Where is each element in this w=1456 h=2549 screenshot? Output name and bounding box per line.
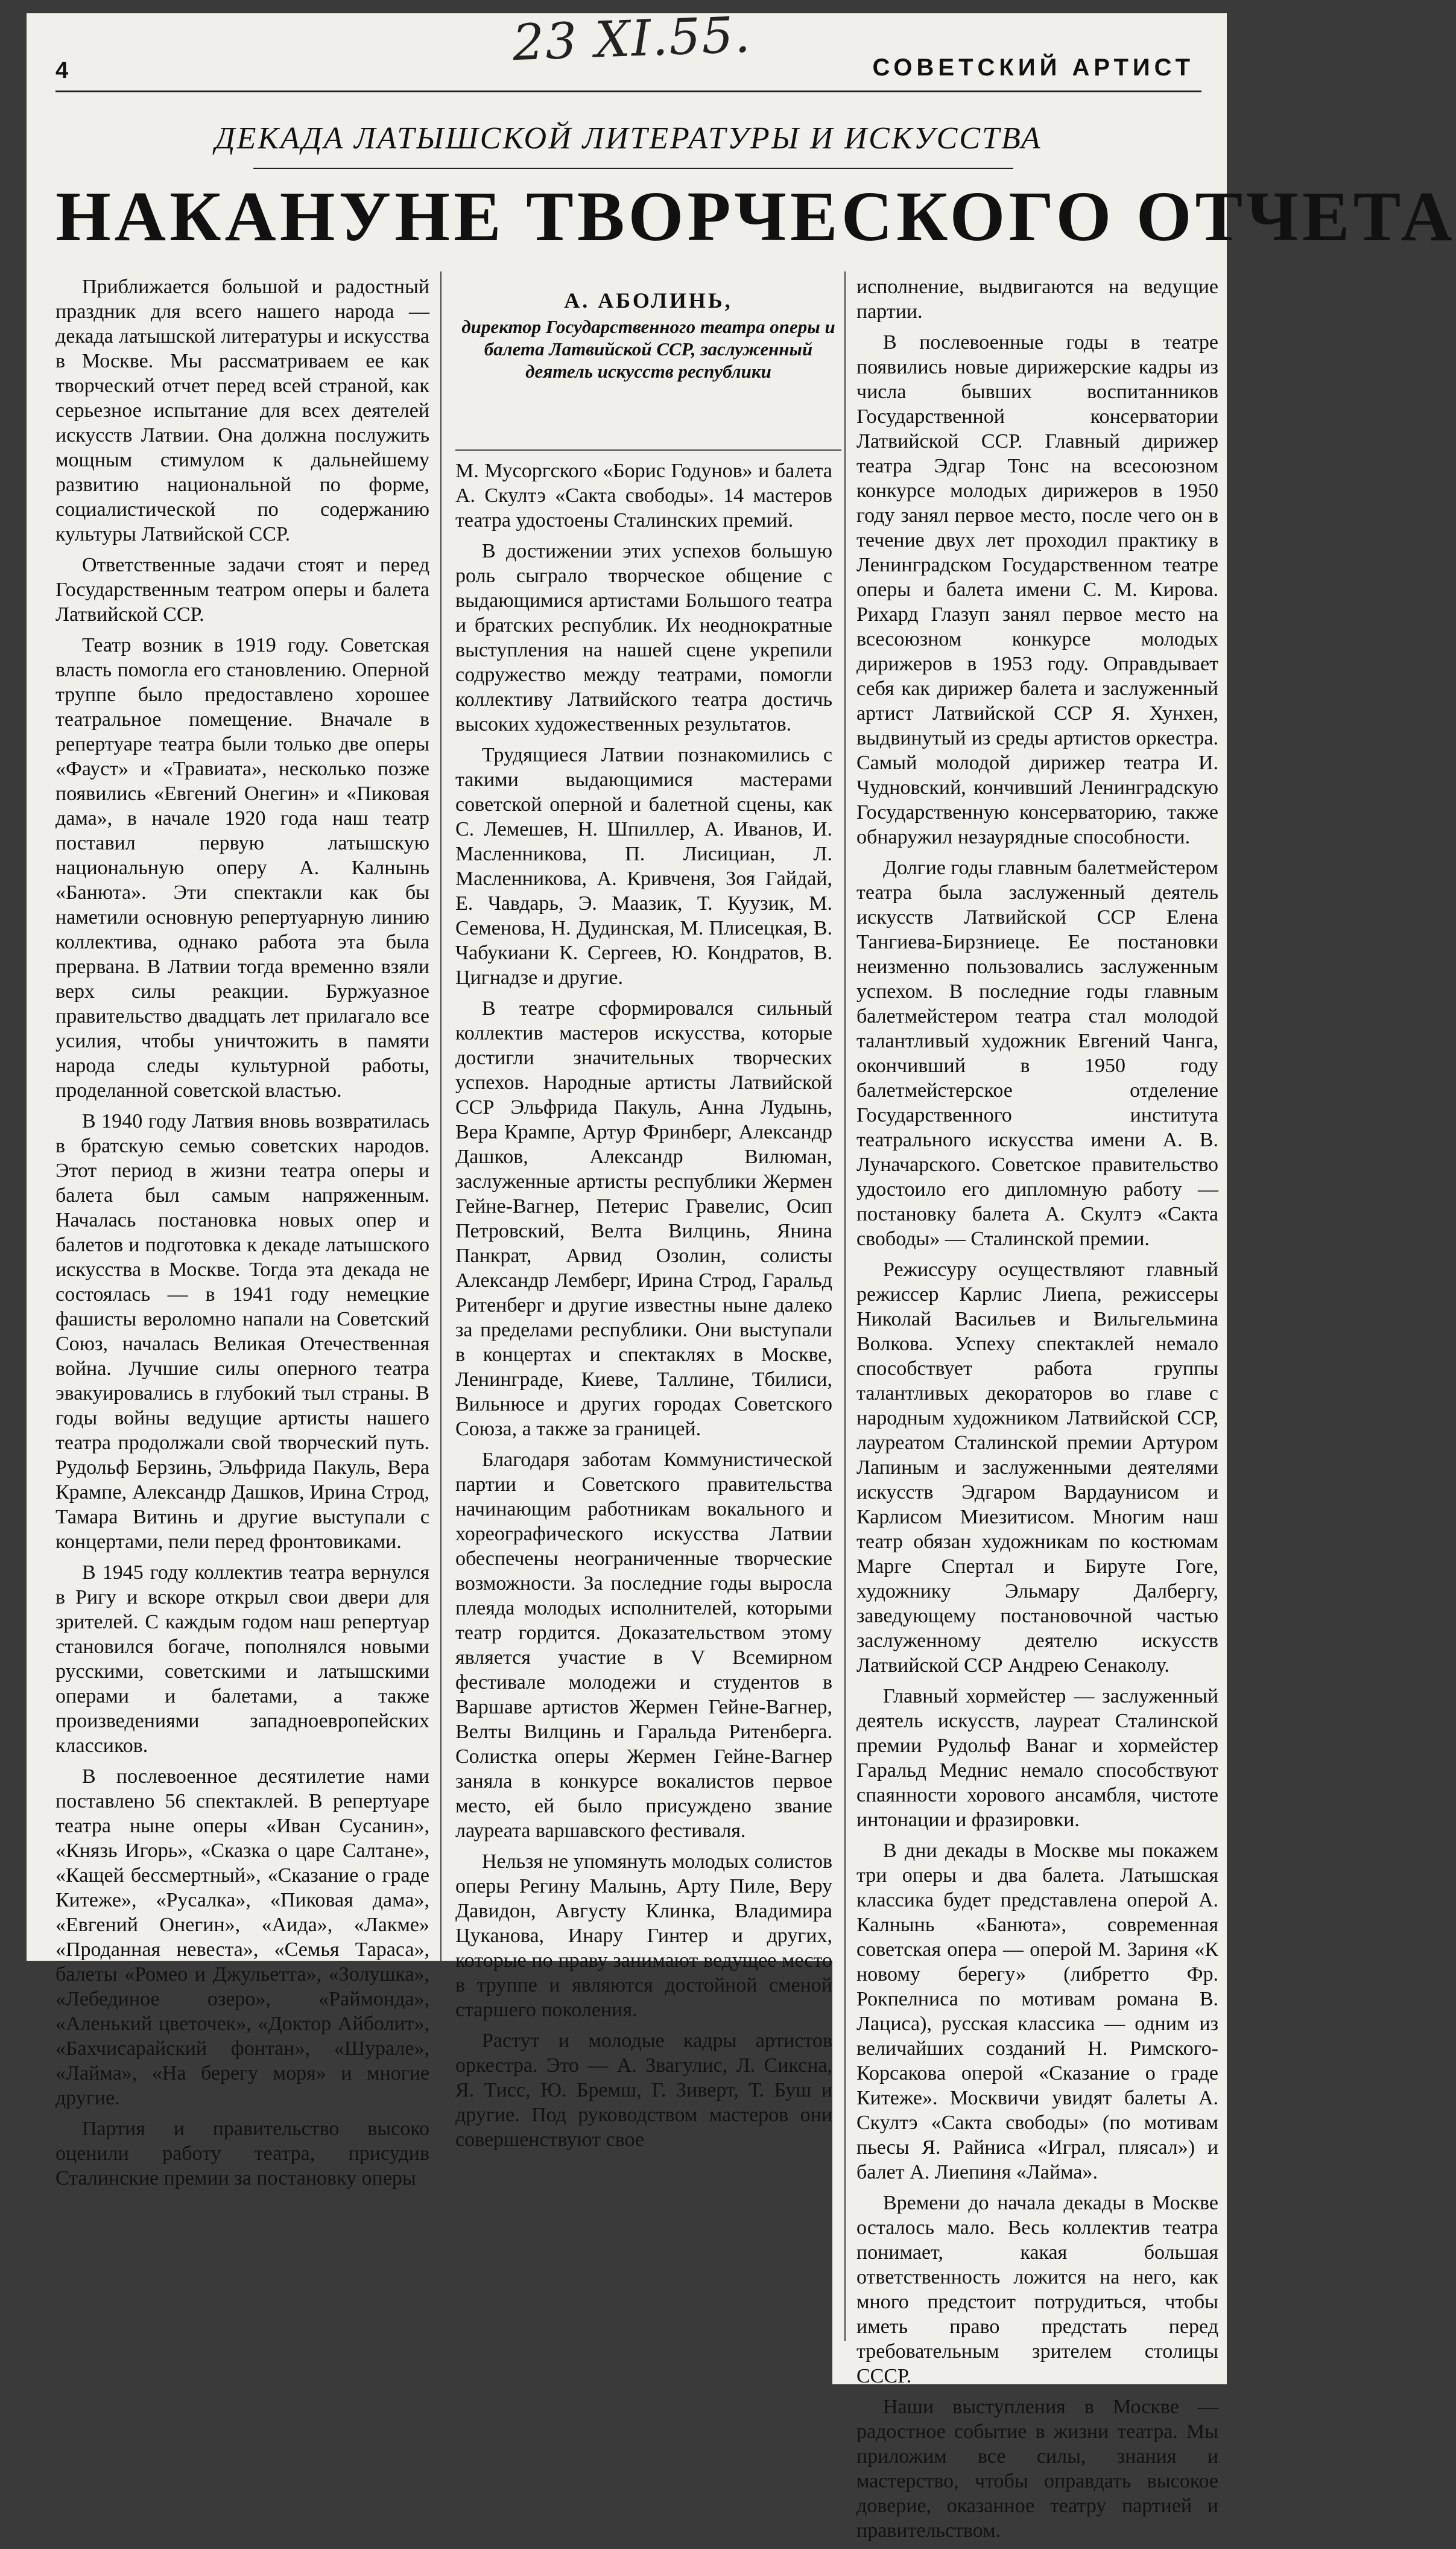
paragraph: В 1940 году Латвия вновь возвратилась в братскую семью советских народов. Этот период в жизни театра оперы и балета был самым напряженным. Началась постановка новых опер и балетов и подготовка к декаде латышского искусства в Москве. Тогда эта декада не состоялась — в 1941 году немецкие фашисты вероломно напали на Советский Союз, началась Великая Отечественная война. Лучшие силы оперного театра эвакуировались в глубокий тыл страны. В годы войны ведущие артисты нашего театра продолжали свой творческий путь. Рудольф Берзинь, Эльфрида Пакуль, Вера Крампе, Александр Дашков, Ирина Строд, Тамара Витинь и другие выступали с концертами, пели перед фронтовиками. bbox=[55, 1110, 429, 1553]
page-number: 4 bbox=[55, 58, 69, 83]
paragraph: Режиссуру осуществляют главный режиссер Карлис Лиепа, режиссеры Николай Васильев и Вильгельмина Волкова. Успеху спектаклей немало способствует работа группы талантливых декораторов во главе с народным художником Латвийской ССР, лауреатом Сталинской премии Артуром Лапиным и заслуженными деятелями искусств Эдгаром Вардаунисом и Карлисом Миезитисом. Многим наш театр обязан художникам по костюмам Марге Спертал и Бируте Гоге, художнику Эльмару Далбергу, заведующему постановочной частью заслуженному деятелю искусств Латвийской ССР Андрею Сенаколу. bbox=[856, 1259, 1218, 1677]
handwritten-date: 23 XI.55. bbox=[511, 6, 753, 72]
paragraph: Долгие годы главным балетмейстером театра была заслуженный деятель искусств Латвийской ССР Елена Тангиева-Бирзниеце. Ее постановки неизменно пользовались заслуженным успехом. В последние годы главным балетмейстером театра стал молодой талантливый художник Евгений Чанга, окончивший в 1950 году балетмейстерское отделение Государственного института театрального искусства имени А. В. Луначарского. Советское правительство удостоило его дипломную работу — постановку балета А. Скултэ «Сакта свободы» — Сталинской премии. bbox=[856, 857, 1218, 1250]
paragraph: Партия и правительство высоко оценили работу театра, присудив Сталинские премии за постановку оперы bbox=[55, 2118, 429, 2189]
paragraph: Нельзя не упомянуть молодых солистов оперы Регину Малынь, Арту Пиле, Веру Давидон, Августу Клинка, Владимира Цуканова, Инару Гинтер и других, которые по праву занимают ведущее место в труппе и являются достойной сменой старшего поколения. bbox=[455, 1850, 832, 2021]
paragraph: Благодаря заботам Коммунистической партии и Советского правительства начинающим работникам вокального и хореографического искусства Латвии обеспечены неограниченные творческие возможности. За последние годы выросла плеяда молодых исполнителей, которыми театр гордится. Доказательством этому является участие в V Всемирном фестивале молодежи и студентов в Варшаве артистов Жермен Гейне-Вагнер, Велты Вилцинь и Гаральда Ритенберга. Солистка оперы Жермен Гейне-Вагнер заняла в конкурсе вокалистов первое место, ей было присуждено звание лауреата варшавского фестиваля. bbox=[455, 1449, 832, 1842]
paragraph: В достижении этих успехов большую роль сыграло творческое общение с выдающимися артистами Большого театра и братских республик. Их неоднократные выступления на нашей сцене укрепили содружество между театрами, помогли коллективу Латвийского театра достичь высоких художественных результатов. bbox=[455, 540, 832, 735]
byline-rule bbox=[455, 449, 841, 451]
paragraph: Наши выступления в Москве — радостное событие в жизни театра. Мы приложим все силы, знания и мастерство, чтобы оправдать высокое доверие, оказанное театру партией и правительством. bbox=[856, 2396, 1218, 2542]
section-title: ДЕКАДА ЛАТЫШСКОЙ ЛИТЕРАТУРЫ И ИСКУССТВА bbox=[215, 121, 1042, 156]
paragraph: Главный хормейстер — заслуженный деятель искусств, лауреат Сталинской премии Рудольф Ванаг и хормейстер Гаральд Меднис немало способствуют спаянности хорового ансамбля, чистоте интонации и фразировки. bbox=[856, 1685, 1218, 1831]
byline bbox=[455, 290, 841, 383]
article-column-1 bbox=[55, 275, 429, 2197]
column-divider-1 bbox=[440, 271, 442, 1961]
column-divider-2 bbox=[844, 271, 846, 2341]
paragraph: М. Мусоргского «Борис Годунов» и балета А. Скултэ «Сакта свободы». 14 мастеров театра удостоены Сталинских премий. bbox=[455, 460, 832, 532]
section-rule bbox=[253, 168, 1013, 169]
paragraph: Растут и молодые кадры артистов оркестра. Это — А. Звагулис, Л. Сиксна, Я. Тисс, Ю. Бремш, Г. Зиверт, Т. Буш и другие. Под руководством мастеров они совершенствуют свое bbox=[455, 2030, 832, 2151]
paragraph: В послевоенные годы в театре появились новые дирижерские кадры из числа бывших воспитанников Государственной консерватории Латвийской ССР. Главный дирижер театра Эдгар Тонс на всесоюзном конкурсе молодых дирижеров в 1950 году занял первое место, после чего он в течение двух лет проходил практику в Ленинградском Государственном театре оперы и балета имени С. М. Кирова. Рихард Глазуп занял первое место на всесоюзном конкурсе молодых дирижеров в 1953 году. Оправдывает себя как дирижер балета и заслуженный артист Латвийской ССР Я. Хунхен, выдвинутый из среды артистов оркестра. Самый молодой дирижер театра И. Чудновский, кончивший Ленинградскую Государственную консерваторию, также обнаружил незаурядные способности. bbox=[856, 331, 1218, 848]
paragraph: Времени до начала декады в Москве осталось мало. Весь коллектив театра понимает, какая большая ответственность ложится на него, как много предстоит потрудиться, чтобы иметь право предстать перед требовательным зрителем столицы СССР. bbox=[856, 2192, 1218, 2387]
paragraph: В 1945 году коллектив театра вернулся в Ригу и вскоре открыл свои двери для зрителей. С каждым годом наш репертуар становился богаче, пополнялся новыми русскими, советскими и латышскими операми и балетами, а также произведениями западноевропейских классиков. bbox=[55, 1561, 429, 1757]
paragraph: В театре сформировался сильный коллектив мастеров искусства, которые достигли значительных творческих успехов. Народные артисты Латвийской ССР Эльфрида Пакуль, Анна Лудынь, Вера Крампе, Артур Фринберг, Александр Дашков, Александр Вилюман, заслуженные артисты республики Жермен Гейне-Вагнер, Петерис Гравелис, Осип Петровский, Велта Вилцинь, Янина Панкрат, Арвид Озолин, солисты Александр Лемберг, Ирина Строд, Гаральд Ритенберг и другие известны ныне далеко за пределами республики. Они выступали в концертах и спектаклях в Москве, Ленинграде, Киеве, Таллине, Тбилиси, Вильнюсе и других городах Советского Союза, а также за границей. bbox=[455, 997, 832, 1440]
paragraph: В послевоенное десятилетие нами поставлено 56 спектаклей. В репертуаре театра ныне оперы «Иван Сусанин», «Князь Игорь», «Сказка о царе Салтане», «Кащей бессмертный», «Сказание о граде Китеже», «Русалка», «Пиковая дама», «Евгений Онегин», «Аида», «Лакме» «Проданная невеста», «Семья Тараса», балеты «Ромео и Джульетта», «Золушка», «Лебединое озеро», «Раймонда», «Аленький цветочек», «Доктор Айболит», «Бахчисарайский фонтан», «Шурале», «Лайма», «На берегу моря» и многие другие. bbox=[55, 1765, 429, 2109]
byline-position: директор Государственного театра оперы и балета Латвийской ССР, заслуженный деятель искусств республики bbox=[461, 316, 835, 382]
byline-author: А. АБОЛИНЬ, bbox=[564, 288, 733, 313]
newspaper-name: СОВЕТСКИЙ АРТИСТ bbox=[872, 54, 1194, 81]
article-column-2 bbox=[455, 459, 832, 2158]
paragraph: Ответственные задачи стоят и перед Государственным театром оперы и балета Латвийской ССР. bbox=[55, 554, 429, 626]
masthead-rule bbox=[55, 90, 1201, 92]
paragraph: исполнение, выдвигаются на ведущие партии. bbox=[856, 276, 1218, 323]
paragraph: Приближается большой и радостный праздник для всего нашего народа — декада латышской литературы и искусства в Москве. Мы рассматриваем ее как творческий отчет перед всей страной, как серьезное испытание для всех деятелей искусств Латвии. Она должна послужить мощным стимулом к дальнейшему развитию национальной по форме, социалистической по содержанию культуры Латвийской ССР. bbox=[55, 276, 429, 545]
headline: НАКАНУНЕ ТВОРЧЕСКОГО ОТЧЕТА bbox=[55, 177, 1456, 256]
paragraph: В дни декады в Москве мы покажем три оперы и два балета. Латышская классика будет представлена оперой А. Калнынь «Банюта», современная советская опера — оперой М. Зариня «К новому берегу» (либретто Фр. Рокпелниса по мотивам романа В. Лациса), русская классика — одним из величайших созданий Н. Римского-Корсакова оперой «Сказание о граде Китеже». Москвичи увидят балеты А. Скултэ «Сакта свободы» (по мотивам пьесы Я. Райниса «Играл, плясал») и балет А. Лиепиня «Лайма». bbox=[856, 1840, 1218, 2183]
article-column-3 bbox=[856, 275, 1218, 2549]
paragraph: Трудящиеся Латвии познакомились с такими выдающимися мастерами советской оперной и балетной сцены, как С. Лемешев, Н. Шпиллер, А. Иванов, И. Масленникова, П. Лисициан, Л. Масленникова, А. Кривченя, Зоя Гайдай, Е. Чавдарь, Э. Маазик, Т. Куузик, М. Семенова, Н. Дудинская, М. Плисецкая, В. Чабукиани К. Сергеев, Ю. Кондратов, В. Цигнадзе и другие. bbox=[455, 744, 832, 989]
paragraph: Театр возник в 1919 году. Советская власть помогла его становлению. Оперной труппе было предоставлено хорошее театральное помещение. Вначале в репертуаре театра были только две оперы «Фауст» и «Травиата», несколько позже появились «Евгений Онегин» и «Пиковая дама», в начале 1920 года наш театр поставил первую латышскую национальную оперу А. Калнынь «Банюта». Эти спектакли как бы наметили основную репертуарную линию коллектива, однако работа эта была прервана. В Латвии тогда временно взяли верх силы реакции. Буржуазное правительство двадцать лет прилагало все усилия, чтобы уничтожить в памяти народа следы культурной работы, проделанной советской властью. bbox=[55, 634, 429, 1102]
